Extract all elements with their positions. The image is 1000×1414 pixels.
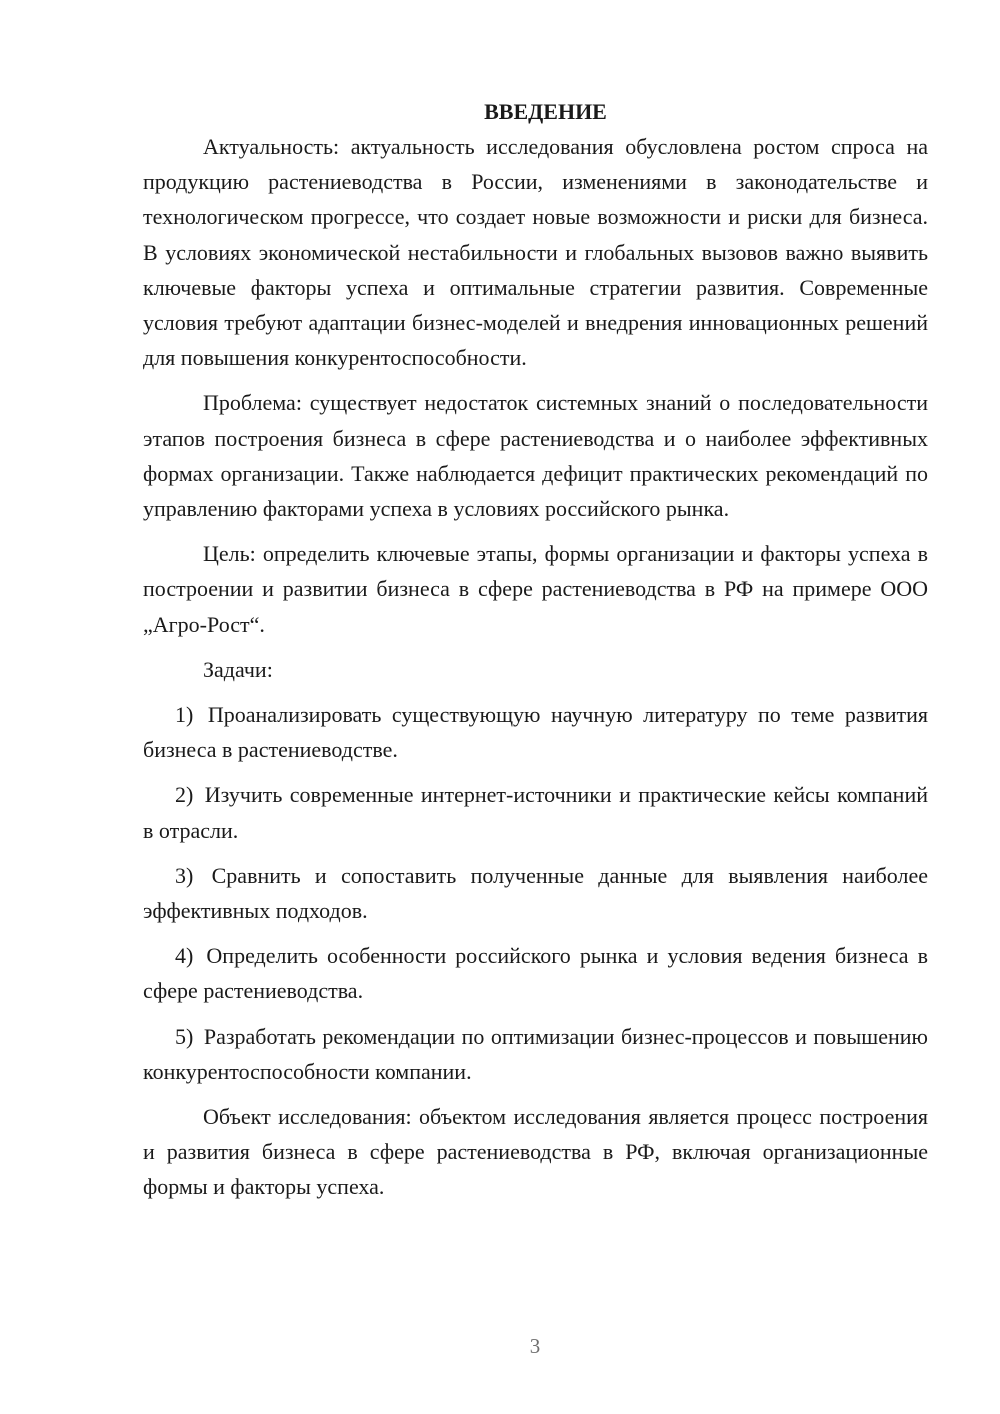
task-text: Сравнить и сопоставить полученные данные для выявления наиболее эффективных подходов. [143, 862, 929, 924]
problem-paragraph: Проблема: существует недостаток системных знаний о последовательности этапов построения бизнеса в сфере растениеводства и о наиболее эффективных формах организации. Также наблюдается дефицит практических рекомендаций по управлению факторами успеха в условиях российского рынка. [143, 390, 928, 522]
task-item [143, 938, 928, 1008]
task-number: 4) [175, 943, 194, 969]
task-number: 5) [175, 1023, 194, 1049]
page-number: 3 [529, 1334, 541, 1358]
task-text: Изучить современные интернет-источники и практические кейсы компаний в отрасли. [143, 782, 929, 843]
page-content [143, 94, 928, 1205]
task-item [143, 777, 928, 847]
task-item [143, 858, 928, 928]
section-title: ВВЕДЕНИЕ [484, 99, 607, 124]
task-number: 1) [175, 702, 194, 728]
task-text: Определить особенности российского рынка и условия ведения бизнеса в сфере растениеводства. [143, 943, 929, 1004]
task-text: Разработать рекомендации по оптимизации бизнес-процессов и повышению конкурентоспособности компании. [143, 1023, 928, 1084]
task-item [143, 697, 928, 767]
task-item [143, 1019, 928, 1089]
object-paragraph: Объект исследования: объектом исследования является процесс построения и развития бизнеса в сфере растениеводства в РФ, включая организационные формы и факторы успеха. [143, 1104, 928, 1200]
tasks-label: Задачи: [203, 656, 273, 682]
task-text: Проанализировать существующую научную литературу по теме развития бизнеса в растениеводстве. [143, 702, 928, 763]
task-number: 3) [175, 862, 194, 888]
task-number: 2) [175, 782, 194, 808]
goal-paragraph: Цель: определить ключевые этапы, формы организации и факторы успеха в построении и развитии бизнеса в сфере растениеводства в РФ на примере ООО „Агро-Рост“. [143, 541, 928, 637]
relevance-paragraph: Актуальность: актуальность исследования обусловлена ростом спроса на продукцию растениеводства в России, изменениями в законодательстве и технологическом прогрессе, что создает новые возможности и риски для бизнеса. В условиях экономической нестабильности и глобальных вызовов важно выявить ключевые факторы успеха и оптимальные стратегии развития. Современные условия требуют адаптации бизнес-моделей и внедрения инновационных решений для повышения конкурентоспособности. [143, 134, 928, 371]
